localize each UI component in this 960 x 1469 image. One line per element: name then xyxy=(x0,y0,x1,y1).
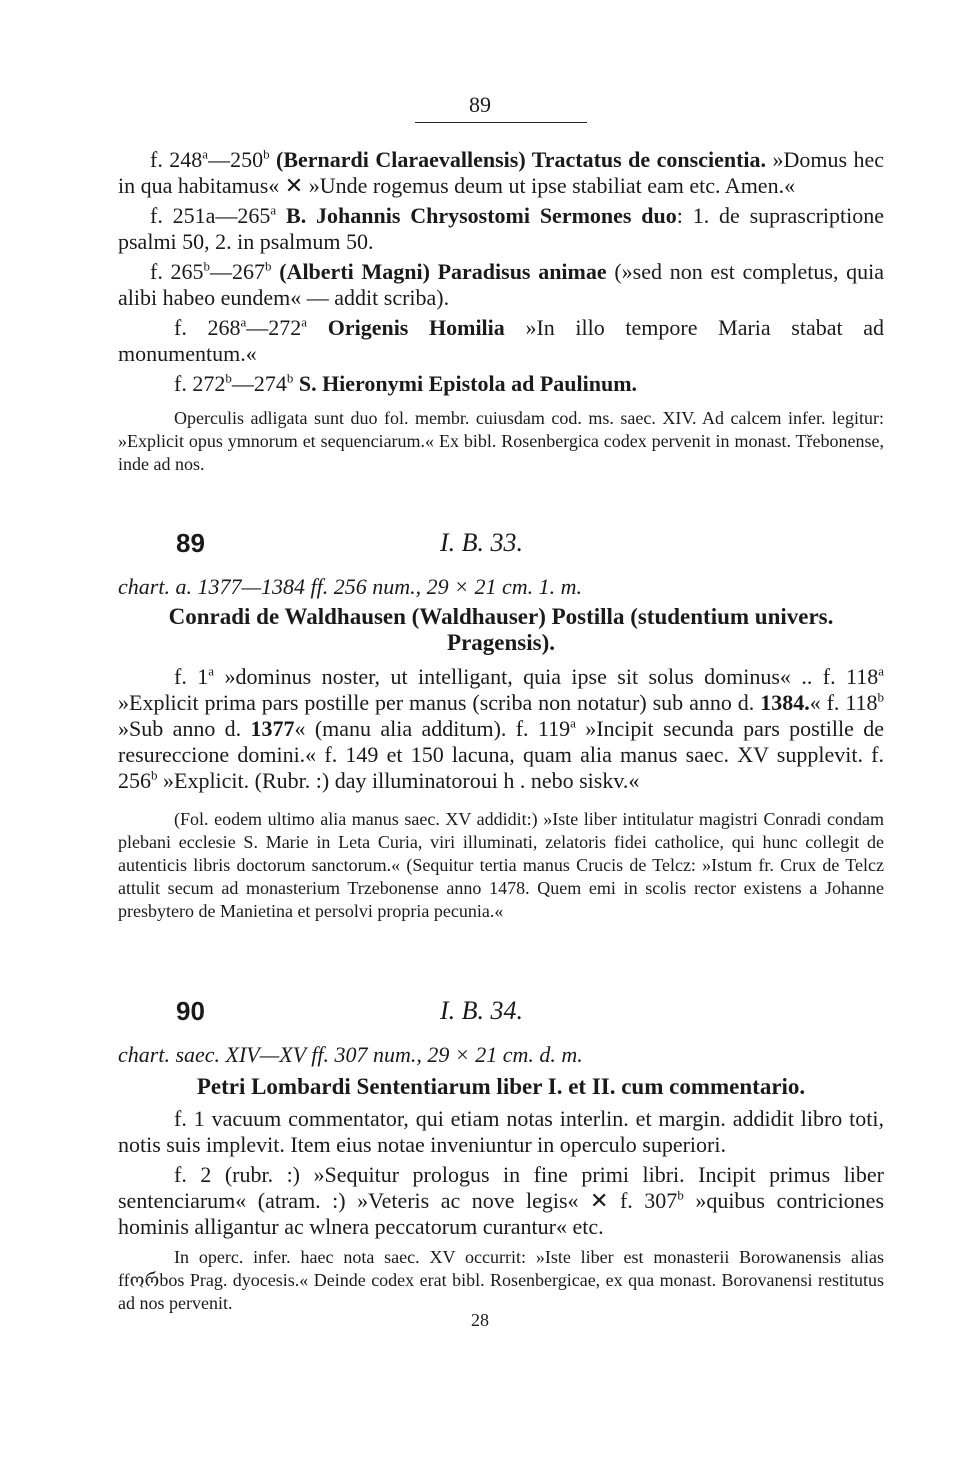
folio-ref: f. 248 xyxy=(150,147,203,172)
entry-number: 89 xyxy=(176,528,205,558)
item-text: (»sed non est completus, quia alibi habeo eundem« — addit scriba). xyxy=(118,259,885,310)
sup: b xyxy=(225,370,232,386)
sup: a xyxy=(270,202,277,218)
folio-range: —274 xyxy=(231,371,287,396)
provenance-note: In operc. infer. haec nota saec. XV occurrit: »Iste liber est monasterii Borowanensis alias ffორbos Prag. dyocesis.« Deinde codex erat bibl. Rosenbergicae, ex qua monast. Borovanensi restitutus ad nos pervenit. xyxy=(118,1247,884,1313)
provenance-note: (Fol. eodem ultimo alia manus saec. XV addidit:) »Iste liber intitulatur magistri Conradi condam plebani ecclesie S. Marie in Leta Curia, viri illuminati, zelatoris fidei catholice, qui hunc collegit de autenticis libris doctorum sanctorum.« (Sequitur tertia manus Crucis de Telcz: »Istum fr. Crux de Telcz attulit secum ad monasterium Trzebonense anno 1478. Quem emi in scolis rector existens a Johanne presbytero de Manietina et persolvi propria pecunia.« xyxy=(118,809,884,921)
item-f251 xyxy=(118,203,884,255)
item-f265 xyxy=(118,259,884,311)
sup: a xyxy=(570,715,576,731)
page-number: 89 xyxy=(469,92,491,117)
folio-ref: f. 1 xyxy=(174,664,209,689)
sup: a xyxy=(240,314,247,330)
entry-description xyxy=(118,664,884,794)
physical-description: chart. a. 1377—1384 ff. 256 num., 29 × 21 cm. 1. m. xyxy=(118,574,582,599)
year: 1384. xyxy=(760,690,810,715)
desc-text: « f. 118 xyxy=(809,690,878,715)
top-block xyxy=(118,147,884,476)
folio-range: —267 xyxy=(210,259,266,284)
sup: b xyxy=(286,370,294,386)
desc-text: »Explicit. (Rubr. :) day illuminatoroui h . nebo siskv.« xyxy=(163,768,640,793)
folio-ref: f. 272 xyxy=(174,371,226,396)
work-title: S. Hieronymi Epistola ad Paulinum. xyxy=(298,371,638,396)
item-text: : 1. de suprascriptione psalmi 50, 2. in psalmum 50. xyxy=(118,203,885,254)
entry-90-body xyxy=(118,1074,884,1315)
desc-text: »Explicit prima pars postille per manus (scriba non notatur) sub anno d. xyxy=(118,690,755,715)
folio-ref: f. 265 xyxy=(150,259,204,284)
desc-text: »dominus noster, ut intelligant, quia ipse sit solus dominus« .. f. 118 xyxy=(224,664,879,689)
work-title: B. Johannis Chrysostomi Sermones duo xyxy=(286,203,677,228)
sup: a xyxy=(208,663,215,679)
sup: a xyxy=(202,146,209,162)
incipit: »In illo tempore Maria stabat ad monumentum.« xyxy=(118,315,885,366)
sup: b xyxy=(203,258,211,274)
entry-title: Conradi de Waldhausen (Waldhauser) Postilla (studentium univers. Pragensis). xyxy=(168,604,834,655)
footer-page-number: 28 xyxy=(471,1310,489,1330)
item-f268 xyxy=(118,315,884,367)
shelfmark: I. B. 33. xyxy=(440,528,524,557)
shelfmark: I. B. 34. xyxy=(440,996,524,1025)
work-title: (Bernardi Claraevallensis) Tractatus de conscientia. xyxy=(276,147,767,172)
physical-description: chart. saec. XIV—XV ff. 307 num., 29 × 21 cm. d. m. xyxy=(118,1042,583,1067)
sup: a xyxy=(878,663,884,679)
sup: b xyxy=(151,767,158,783)
entry-title: Petri Lombardi Sententiarum liber I. et II. cum commentario. xyxy=(196,1074,806,1099)
entry-description: f. 1 vacuum commentator, qui etiam notas interlin. et margin. addidit libro toti, notis suis implevit. Item eius notae inveniuntur in operculo superiori. xyxy=(118,1106,884,1157)
sup: b xyxy=(265,258,272,274)
entry-89-body xyxy=(118,604,884,923)
folio-ref: f. 268 xyxy=(174,315,241,340)
desc-text: f. 2 (rubr. :) »Sequitur prologus in fine primi libri. Incipit primus liber sentenciarum« (atram. :) »Veteris ac nove legis« ✕ f. 307 xyxy=(118,1162,884,1213)
header-rule xyxy=(415,122,587,123)
folio-range: —250 xyxy=(208,147,264,172)
desc-text: « (manu alia additum). f. 119 xyxy=(294,716,571,741)
entry-description xyxy=(118,1162,884,1240)
desc-text: »quibus contriciones hominis alligantur ac wlnera peccatorum curantur« etc. xyxy=(118,1188,885,1239)
item-f272 xyxy=(118,371,884,397)
desc-text: »Incipit secunda pars postille de resureccione domini.« f. 149 et 150 lacuna, quam alia manus saec. XV supplevit. f. 256 xyxy=(118,716,885,793)
incipit: »Domus hec in qua habitamus« ✕ »Unde rogemus deum ut ipse stabiliat eam etc. Amen.« xyxy=(118,147,885,198)
folio-ref: f. 251a—265 xyxy=(150,203,271,228)
entry-number: 90 xyxy=(176,996,205,1026)
work-title: (Alberti Magni) Paradisus animae xyxy=(279,259,607,284)
sup: b xyxy=(677,1187,684,1203)
year: 1377 xyxy=(250,716,295,741)
provenance-note: Operculis adligata sunt duo fol. membr. cuiusdam cod. ms. saec. XIV. Ad calcem infer. legitur: »Explicit opus ymnorum et sequenciarum.« Ex bibl. Rosenbergica codex pervenit in monast. Třebonense, inde ad nos. xyxy=(118,408,884,474)
sup: b xyxy=(263,146,270,162)
sup: a xyxy=(301,314,308,330)
sup: b xyxy=(877,689,885,705)
desc-text: »Sub anno d. xyxy=(118,716,242,741)
work-title: Origenis Homilia xyxy=(327,315,505,340)
item-f248 xyxy=(118,147,884,199)
folio-range: —272 xyxy=(246,315,302,340)
